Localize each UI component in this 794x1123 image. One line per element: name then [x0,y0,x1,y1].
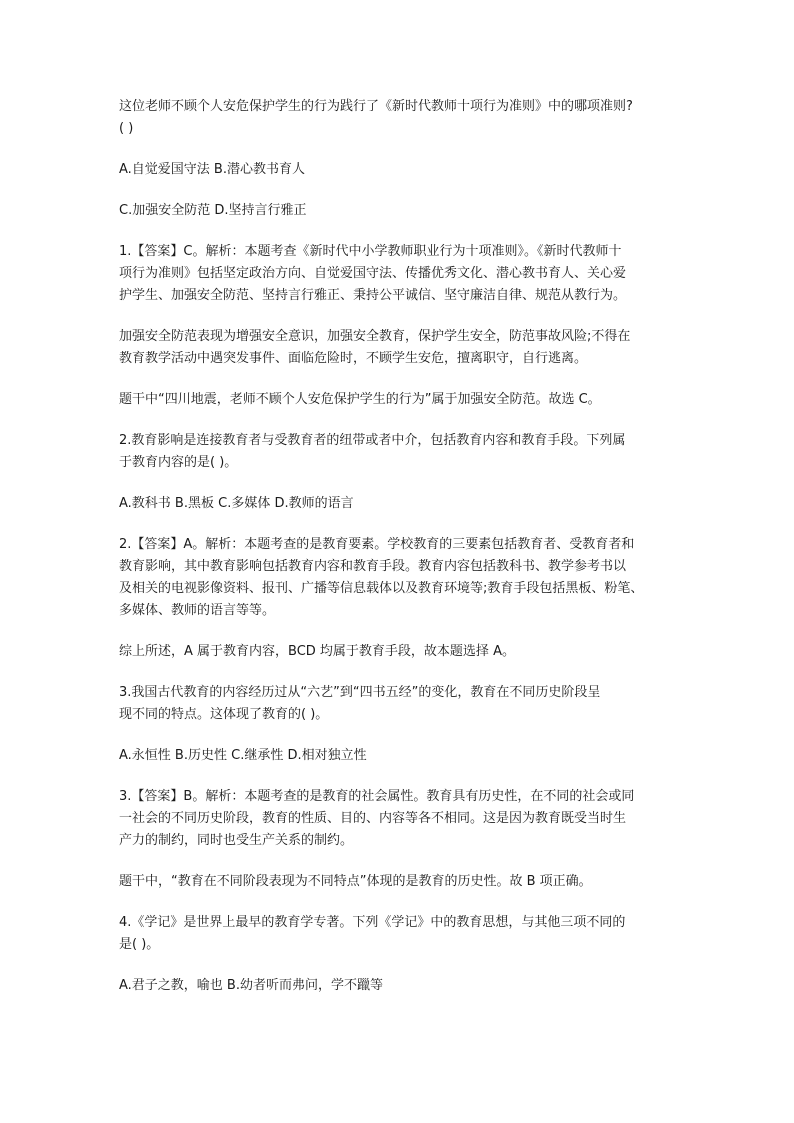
paragraph [119,871,679,893]
text-line: 加强安全防范表现为增强安全意识，加强安全教育，保护学生安全，防范事故风险;不得在 [119,329,631,344]
text-line: 2.教育影响是连接教育者与受教育者的纽带或者中介，包括教育内容和教育手段。下列属 [119,433,626,448]
text-line: 4.《学记》是世界上最早的教育学专著。下列《学记》中的教育思想，与其他三项不同的 [119,915,626,930]
text-line: A.永恒性 B.历史性 C.继承性 D.相对独立性 [119,748,367,763]
text-line: 护学生、加强安全防范、坚持言行雅正、秉持公平诚信、坚守廉洁自律、规范从教行为。 [119,288,627,303]
paragraph [119,241,679,307]
text-line: 教育教学活动中遇突发事件、面临危险时，不顾学生安危，擅离职守，自行逃离。 [119,351,588,366]
text-line: 综上所述，A 属于教育内容，BCD 均属于教育手段，故本题选择 A。 [119,644,515,659]
paragraph [119,96,679,140]
text-line: 2.【答案】A。解析：本题考查的是教育要素。学校教育的三要素包括教育者、受教育者和 [119,537,635,552]
text-line: 这位老师不顾个人安危保护学生的行为践行了《新时代教师十项行为准则》中的哪项准则? [119,99,633,114]
text-line: 3.【答案】B。解析：本题考查的是教育的社会属性。教育具有历史性，在不同的社会或同 [119,789,635,804]
text-line: 3.我国古代教育的内容经历过从“六艺”到“四书五经”的变化，教育在不同历史阶段呈 [119,685,601,700]
text-line: A.教科书 B.黑板 C.多媒体 D.教师的语言 [119,496,354,511]
paragraph [119,745,679,767]
text-line: 题干中“四川地震，老师不顾个人安危保护学生的行为”属于加强安全防范。故选 C。 [119,392,601,407]
document-body [119,96,679,1016]
text-line: 1.【答案】C。解析：本题考查《新时代中小学教师职业行为十项准则》。《新时代教师十 [119,244,622,259]
text-line: 项行为准则》包括坚定政治方向、自觉爱国守法、传播优秀文化、潜心教书育人、关心爱 [119,266,627,281]
text-line: A.自觉爱国守法 B.潜心教书育人 [119,162,305,177]
paragraph [119,493,679,515]
paragraph [119,641,679,663]
paragraph [119,200,679,222]
paragraph [119,534,679,622]
text-line: C.加强安全防范 D.坚持言行雅正 [119,203,307,218]
text-line: 现不同的特点。这体现了教育的( )。 [119,707,329,722]
text-line: 是( )。 [119,937,160,952]
paragraph [119,430,679,474]
paragraph [119,975,679,997]
text-line: A.君子之教，喻也 B.幼者听而弗问，学不躐等 [119,978,383,993]
text-line: 于教育内容的是( )。 [119,455,238,470]
text-line: ( ) [119,121,134,136]
paragraph [119,389,679,411]
text-line: 及相关的电视影像资料、报刊、广播等信息载体以及教育环境等;教育手段包括黑板、粉笔、 [119,581,644,596]
text-line: 一社会的不同历史阶段，教育的性质、目的、内容等各不相同。这是因为教育既受当时生 [119,811,627,826]
paragraph [119,159,679,181]
text-line: 多媒体、教师的语言等等。 [119,603,276,618]
text-line: 教育影响，其中教育影响包括教育内容和教育手段。教育内容包括教科书、教学参考书以 [119,559,627,574]
paragraph [119,786,679,852]
paragraph [119,326,679,370]
text-line: 产力的制约，同时也受生产关系的制约。 [119,833,354,848]
paragraph [119,682,679,726]
text-line: 题干中，“教育在不同阶段表现为不同特点”体现的是教育的历史性。故 B 项正确。 [119,874,592,889]
paragraph [119,912,679,956]
